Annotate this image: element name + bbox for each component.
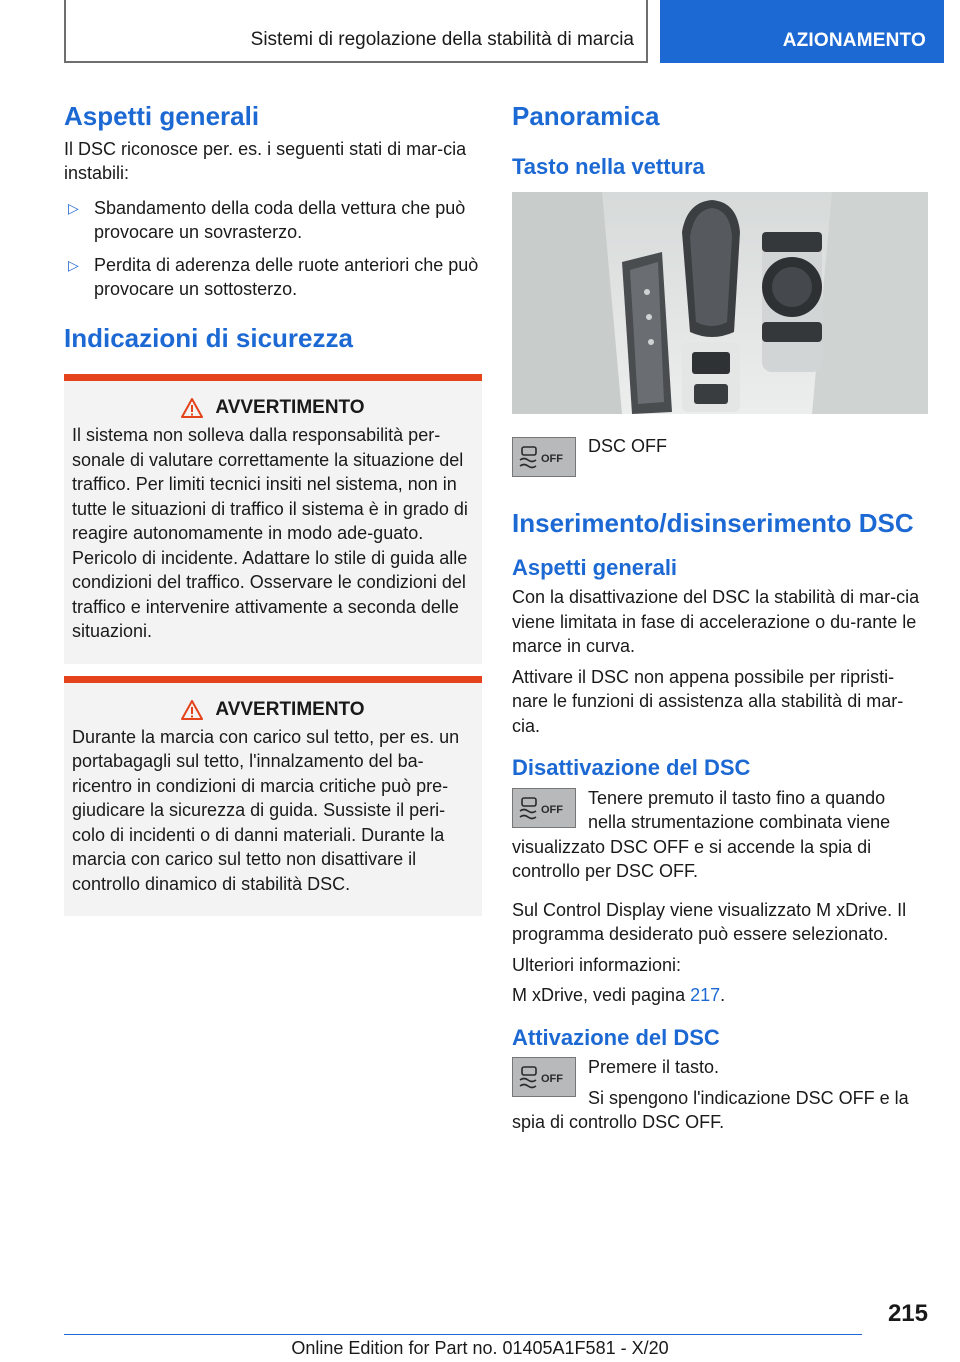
cross-reference-end: .: [720, 985, 726, 1005]
bullet-triangle-icon: ▷: [68, 256, 79, 273]
skidding-car-icon: [516, 1062, 572, 1092]
heading-activation: Attivazione del DSC: [512, 1024, 720, 1050]
skidding-car-icon: [516, 793, 572, 823]
activation-paragraph-2: Si spengono l'indicazione DSC OFF e la spia di controllo DSC OFF.: [512, 1087, 909, 1132]
activation-block: [512, 1055, 928, 1135]
cross-reference-text: M xDrive, vedi pagina: [512, 985, 686, 1005]
deactivation-paragraph-3: Ulteriori informazioni:: [512, 954, 682, 975]
warning-triangle-icon: [181, 700, 203, 720]
bullet-text: Perdita di aderenza delle ruote anteriori che può provocare un sottosterzo.: [94, 254, 479, 299]
heading-general: Aspetti generali: [64, 101, 260, 131]
header-section: AZIONAMENTO: [782, 30, 926, 51]
page-number: 215: [887, 1300, 928, 1327]
warning-text: Durante la marcia con carico sul tetto, per es. un portabagagli sul tetto, l'innalzamento del ba-ricentro in condizioni di marcia critiche può pre-giudicare la sicurezza di guida. Sussiste il peri-colo di incidenti o di danni materiali. Durante la marcia con carico sul tetto non disattivare il controllo dinamico di stabilità DSC.: [72, 726, 460, 894]
warning-header: [72, 699, 474, 721]
header-title: Sistemi di regolazione della stabilità di marcia: [250, 29, 634, 50]
warning-text: Il sistema non solleva dalla responsabilità per-sonale di valutare correttamente la situazione del traffico. Per limiti tecnici insiti nel sistema, non in tutte le situazioni di traffico il sistema è in grado di reagire autonomamente in modo ade-guato. Pericolo di incidente. Adattare lo stile di guida alle condizioni del traffico. Osservare le condizioni del traffico e intervenire attivamente a seconda delle situazioni.: [72, 425, 468, 641]
icon-off-text: OFF: [541, 803, 563, 816]
dsc-off-icon: [512, 788, 576, 828]
bullet-triangle-icon: ▷: [68, 199, 79, 216]
header-title-box: [64, 0, 648, 63]
indicator-label: DSC OFF: [588, 436, 667, 456]
center-console-photo: [512, 192, 928, 414]
header-section-tab: [660, 0, 944, 63]
warning-box: [64, 374, 482, 664]
general-paragraph-1: Con la disattivazione del DSC la stabilità di mar-cia viene limitata in fase di accelerazione o du-rante le marce in curva.: [512, 587, 920, 656]
dsc-off-indicator-row: [512, 437, 928, 477]
warning-triangle-icon: [181, 398, 203, 418]
footer-edition: Online Edition for Part no. 01405A1F581 - X/20: [291, 1338, 669, 1358]
icon-off-text: OFF: [541, 1073, 563, 1085]
heading-deactivation: Disattivazione del DSC: [512, 755, 751, 780]
warning-box: [64, 676, 482, 917]
right-column: [512, 100, 928, 1135]
icon-off-text: OFF: [541, 453, 563, 465]
page-link-217[interactable]: 217: [690, 985, 721, 1005]
footer-rule: [64, 1334, 862, 1335]
skidding-car-icon: [516, 442, 572, 472]
cross-reference: [512, 983, 928, 1008]
activation-paragraph-1: Premere il tasto.: [588, 1057, 720, 1077]
heading-safety: Indicazioni di sicurezza: [64, 322, 353, 353]
deactivation-block: [512, 786, 928, 884]
heading-button: Tasto nella vettura: [512, 153, 705, 179]
bullet-item: [64, 253, 482, 302]
warning-header: [72, 397, 474, 419]
heading-overview: Panoramica: [512, 101, 660, 131]
intro-paragraph: Il DSC riconosce per. es. i seguenti stati di mar-cia instabili:: [64, 138, 467, 183]
bullet-text: Sbandamento della coda della vettura che può provocare un sovrasterzo.: [94, 197, 466, 242]
dsc-off-icon: [512, 437, 576, 477]
heading-toggle: Inserimento/disinserimento DSC: [512, 508, 914, 538]
deactivation-paragraph-1: Tenere premuto il tasto fino a quando nella strumentazione combinata viene visualizzato DSC OFF e si accende la spia di controllo per DSC OFF.: [512, 787, 891, 881]
warning-title: AVVERTIMENTO: [215, 397, 365, 418]
warning-title: AVVERTIMENTO: [215, 698, 365, 720]
general-paragraph-2: Attivare il DSC non appena possibile per ripristi-nare le funzioni di assistenza alla stabilità di mar-cia.: [512, 666, 904, 736]
deactivation-paragraph-2: Sul Control Display viene visualizzato M xDrive. Il programma desiderato può essere selezionato.: [512, 899, 907, 944]
bullet-item: [64, 196, 482, 245]
left-column: [64, 100, 482, 916]
dsc-off-icon: [512, 1057, 576, 1097]
heading-general-2: Aspetti generali: [512, 554, 678, 580]
